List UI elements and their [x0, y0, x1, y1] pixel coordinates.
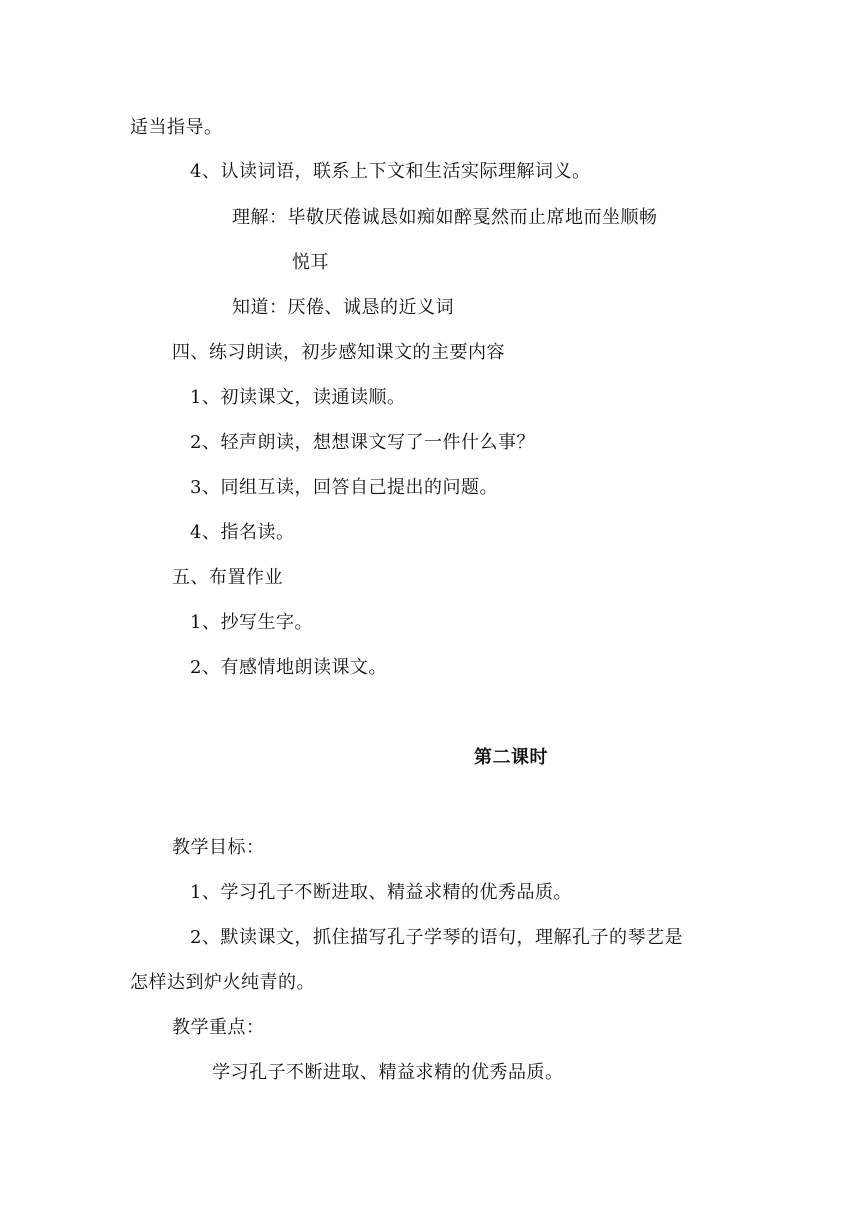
list-item: 2、有感情地朗读课文。	[190, 657, 387, 678]
text-line: 怎样达到炉火纯青的。	[130, 972, 315, 993]
text-line: 知道：厌倦、诚恳的近义词	[232, 297, 454, 318]
section-heading: 教学重点：	[172, 1017, 265, 1038]
text-line: 悦耳	[292, 252, 329, 273]
lesson-title: 第二课时	[474, 747, 548, 768]
text-line: 适当指导。	[130, 117, 223, 138]
text-line: 4、认读词语，联系上下文和生活实际理解词义。	[190, 161, 591, 182]
section-heading: 教学目标：	[172, 837, 265, 858]
list-item: 1、抄写生字。	[190, 612, 313, 633]
text-line: 学习孔子不断进取、精益求精的优秀品质。	[212, 1062, 564, 1083]
list-item: 4、指名读。	[190, 522, 295, 543]
list-item: 1、学习孔子不断进取、精益求精的优秀品质。	[190, 882, 572, 903]
section-heading: 四、练习朗读，初步感知课文的主要内容	[172, 342, 505, 363]
text-line: 理解：毕敬厌倦诚恳如痴如醉戛然而止席地而坐顺畅	[232, 207, 658, 228]
list-item: 1、初读课文，读通读顺。	[190, 387, 406, 408]
list-item: 2、轻声朗读，想想课文写了一件什么事？	[190, 432, 535, 453]
list-item: 2、默读课文，抓住描写孔子学琴的语句，理解孔子的琴艺是	[190, 927, 683, 948]
list-item: 3、同组互读，回答自己提出的问题。	[190, 477, 498, 498]
section-heading: 五、布置作业	[172, 567, 283, 588]
